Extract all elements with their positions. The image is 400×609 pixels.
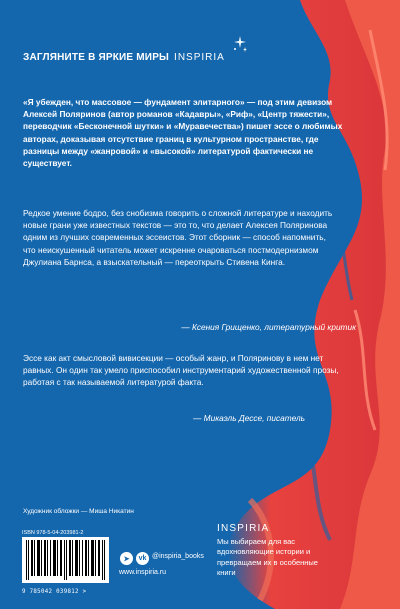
telegram-icon[interactable]: ➤ [120,552,133,565]
intro-paragraph: «Я убежден, что массовое — фундамент элитарного» — под этим девизом Алексей Поляринов (автор романов «Кадавры», «Риф», «Центр тяжести», переводчик «Бесконечной шутки» и «Муравечества») пишет эссе о любимых авторах, доказывая отсутствие границ в культурном пространстве, где разницы между «жанровой» и «высокой» литературой фактически не существует. [23,97,343,169]
header-brand: INSPIRIA [174,52,225,63]
review-quote-1: Редкое умение бодро, без снобизма говорить о сложной литературе и находить новые грани уже известных текстов — это то, что делает Алексея Поляринова одним из лучших современных эссеистов. Этот сборник — способ напомнить, что неискушенный читатель может искренне очароваться постмодернизмом Джулиана Барнса, а взыскательный — переоткрыть Стивена Кинга. [23,208,333,267]
barcode-number: 9 785042 039812 > [22,589,87,595]
social-links [119,552,204,576]
website-link[interactable]: www.inspiria.ru [119,569,167,576]
vk-icon[interactable]: vk [136,552,149,565]
review-attribution-2: — Микаэль Дессе, писатель [193,413,305,423]
review-attribution-1: — Ксения Грищенко, литературный критик [181,322,356,332]
series-header [23,52,225,63]
barcode-block [22,530,109,595]
social-handle[interactable]: @inspiria_books [152,553,204,560]
publisher-tagline: Мы выбираем для вас вдохновляющие истории и превращаем их в особенные книги [217,537,318,578]
sparkle-icon [233,36,247,52]
review-quote-2: Эссе как акт смысловой вивисекции — особый жанр, и Поляринову в нем нет равных. Он один так умело приспособил инструментарий художественной прозы, работая с так называемой литературой факта. [23,353,339,388]
isbn-text: ISBN 978-5-04-203981-2 [22,530,84,536]
barcode-image [22,537,109,583]
header-prefix: ЗАГЛЯНИТЕ В ЯРКИЕ МИРЫ [23,52,170,63]
cover-artist-credit: Художник обложки — Миша Никатин [23,508,134,515]
publisher-brand: INSPIRIA [217,523,270,534]
